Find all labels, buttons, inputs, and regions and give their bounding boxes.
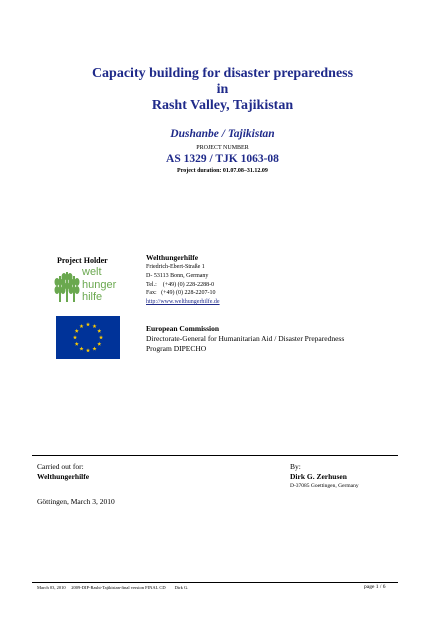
- ec-program: Program DIPECHO: [146, 344, 207, 353]
- date-line: Göttingen, March 3, 2010: [37, 497, 115, 506]
- footer-page-number: page 1 / 6: [364, 584, 386, 590]
- project-holder-label: Project Holder: [57, 256, 108, 265]
- divider-top: [32, 455, 398, 456]
- project-number: AS 1329 / TJK 1063-08: [166, 153, 279, 165]
- ec-block: [146, 324, 344, 354]
- project-number-label: PROJECT NUMBER: [196, 145, 249, 151]
- by-block: [290, 462, 359, 491]
- divider-footer: [32, 582, 398, 583]
- logo-text-hunger: hunger: [82, 278, 117, 291]
- eu-flag-icon: [56, 316, 120, 359]
- ec-directorate: Directorate-General for Humanitarian Aid / Disaster Preparedness: [146, 334, 345, 343]
- wheat-icon: [54, 266, 80, 304]
- title-line-3: Rasht Valley, Tajikistan: [151, 98, 294, 113]
- logo-text-welt: welt: [82, 266, 102, 278]
- project-duration: Project duration: 01.07.08–31.12.09: [177, 168, 268, 174]
- holder-address: [146, 253, 220, 307]
- logo-text-hilfe: hilfe: [82, 291, 103, 303]
- location: Dushanbe / Tajikistan: [170, 128, 275, 140]
- title-line-1: Capacity building for disaster preparedness: [91, 66, 354, 81]
- ec-org: European Commission: [146, 324, 220, 333]
- holder-website-link[interactable]: http://www.welthungerhilfe.de: [146, 299, 220, 306]
- holder-city: D- 53113 Bonn, Germany: [146, 272, 209, 279]
- title-line-2: in: [216, 82, 229, 97]
- holder-fax: Fax: (+49) (0) 228-2207-10: [146, 290, 216, 297]
- by-name: Dirk G. Zerhusen: [290, 472, 347, 481]
- welthungerhilfe-logo: [54, 266, 129, 306]
- holder-tel: Tel.: (+49) (0) 228-2288-0: [146, 281, 215, 288]
- by-address: D-37085 Goettingen, Germany: [290, 483, 359, 489]
- holder-street: Friedrich-Ebert-Straße 1: [146, 264, 205, 270]
- carried-out-org: Welthungerhilfe: [37, 472, 90, 481]
- carried-out-block: [37, 462, 89, 482]
- footer-left: March 03, 2010 2009-DIP-Rasht-Tajikistan-final version FINAL CD Dirk G.: [37, 585, 189, 590]
- carried-out-label: Carried out for:: [37, 462, 84, 471]
- by-label: By:: [290, 462, 301, 471]
- holder-org: Welthungerhilfe: [146, 253, 199, 262]
